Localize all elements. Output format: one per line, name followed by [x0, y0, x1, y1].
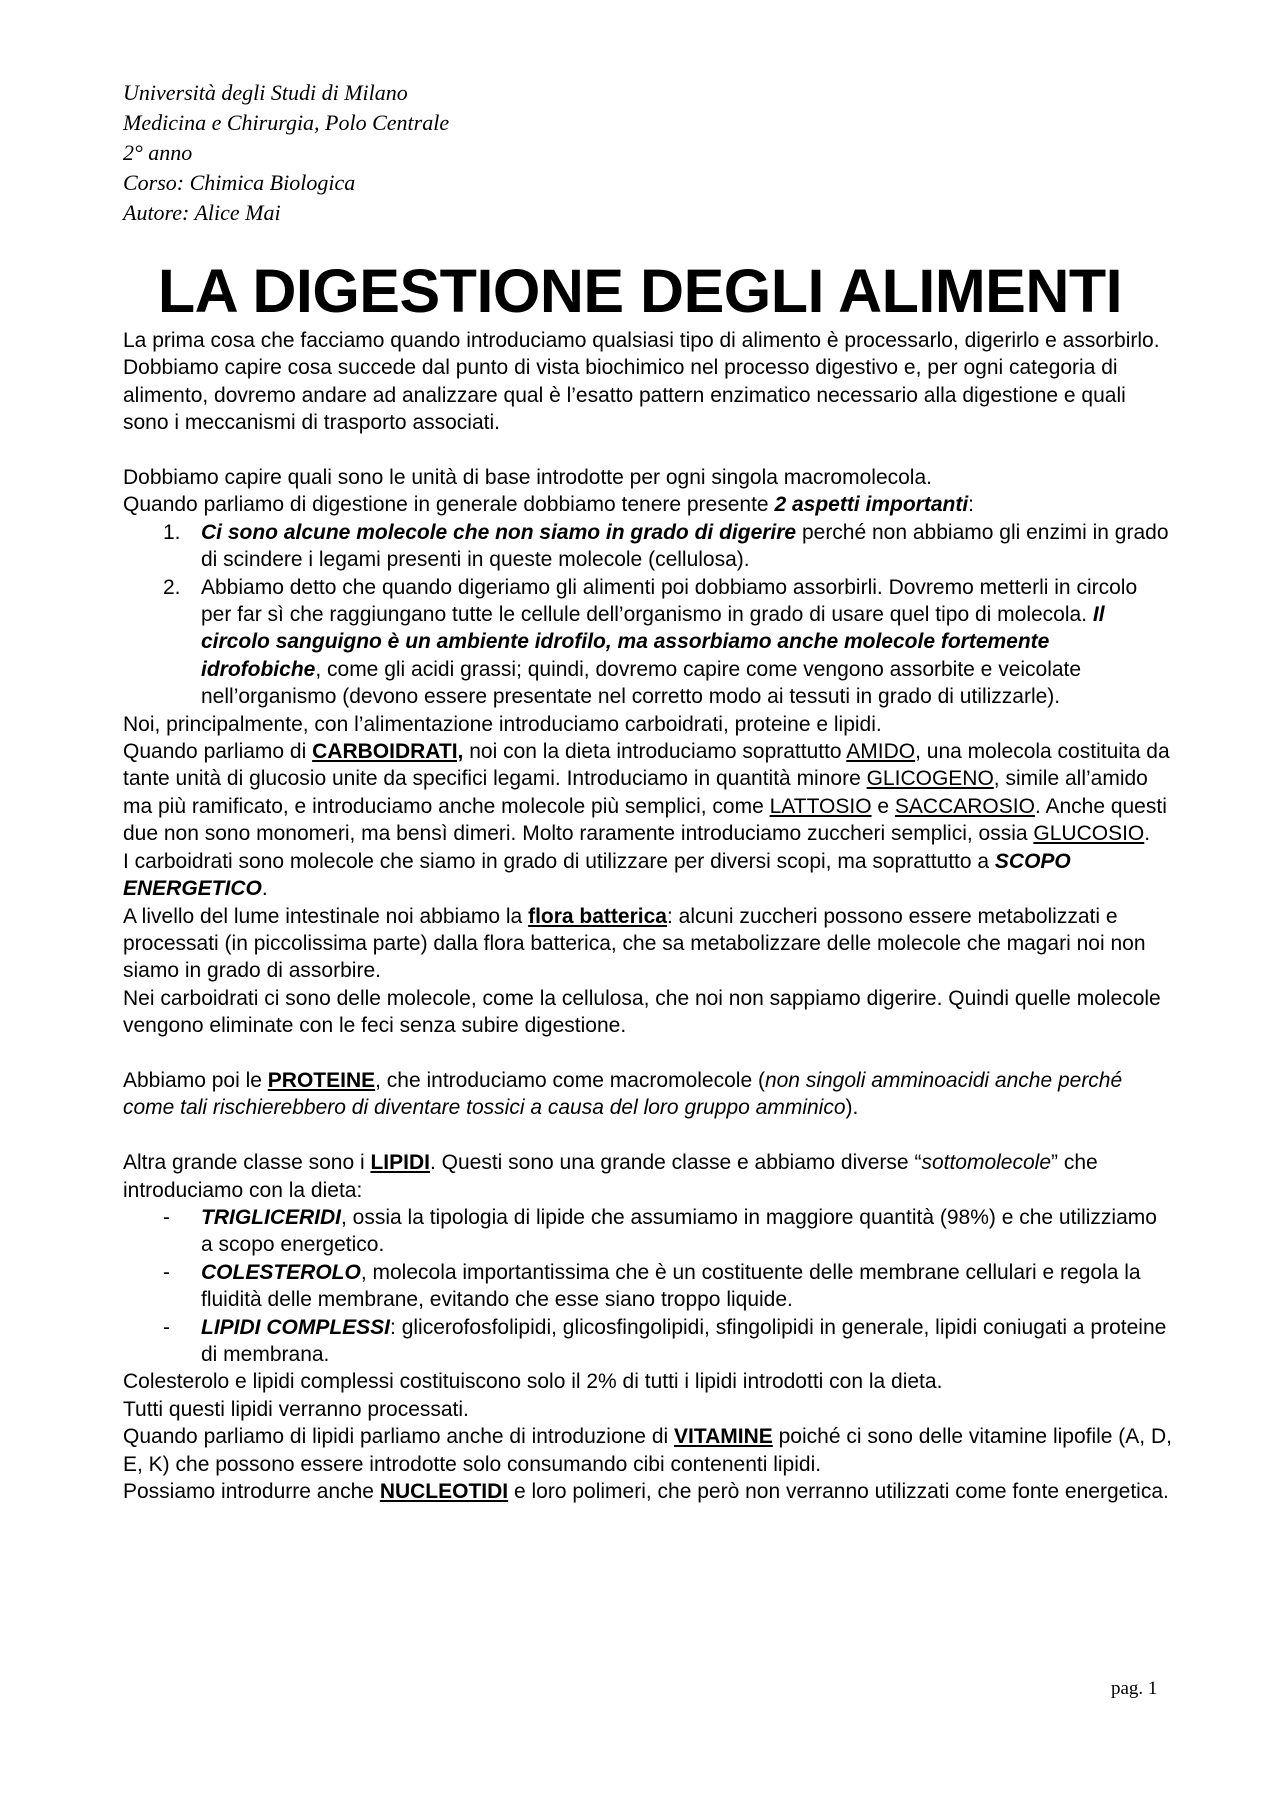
emphasis-text: Il circolo sanguigno è un ambiente idrofilo, ma assorbiamo anche molecole fortemente idrofobiche [201, 603, 1105, 681]
text-run: e [871, 794, 895, 818]
document-header [123, 78, 449, 228]
list-number: 1. [163, 520, 181, 544]
keyword-carboidrati: CARBOIDRATI, [312, 740, 464, 764]
text-run: , molecola importantissima che è un costituente delle membrane cellulari e regola la fluidità delle membrane, evitando che esse siano troppo liquide. [201, 1260, 1141, 1312]
header-year: 2° anno [123, 140, 193, 165]
paragraph-gap [123, 1122, 1173, 1149]
keyword-saccarosio: SACCAROSIO [894, 794, 1035, 818]
text-run: : glicerofosfolipidi, glicosfingolipidi, sfingolipidi in generale, lipidi coniugati a proteine di membrana. [201, 1315, 1167, 1366]
text-run: Abbiamo poi le [123, 1068, 268, 1092]
aspects-list [123, 519, 1173, 711]
emphasis-text: Ci sono alcune molecole che non siamo in grado di digerire [201, 520, 797, 544]
lipids-paragraph-2: Colesterolo e lipidi complessi costituiscono solo il 2% di tutti i lipidi introdotti con la dieta. [123, 1370, 943, 1394]
header-author: Autore: Alice Mai [123, 200, 281, 225]
paragraph-gap [123, 437, 1173, 464]
keyword-flora-batterica: flora batterica [528, 904, 667, 928]
carbs-paragraph-4 [123, 903, 1173, 985]
carbs-paragraph-3 [123, 848, 1173, 903]
keyword-glucosio: GLUCOSIO [1033, 822, 1145, 846]
header-university: Università degli Studi di Milano [123, 80, 408, 105]
keyword-lattosio: LATTOSIO [769, 794, 872, 818]
emphasis-text: 2 aspetti importanti [774, 493, 969, 517]
text-run: Altra grande classe sono i [123, 1151, 371, 1175]
carbs-paragraph-5: Nei carboidrati ci sono delle molecole, come la cellulosa, che noi non sappiamo digerire. Quindi quelle molecole vengono eliminate con le feci senza subire digestione. [123, 986, 1161, 1038]
emphasis-text: COLESTEROLO [201, 1260, 361, 1284]
text-run: ). [845, 1096, 859, 1120]
text-run: : alcuni zuccheri possono essere metabolizzati e processati (in piccolissima parte) dalla flora batterica, che sa metabolizzare delle molecole che magari noi non siamo in grado di assorbire. [123, 904, 1146, 983]
italic-text: sottomolecole [921, 1151, 1052, 1175]
lipids-paragraph-5 [123, 1478, 1173, 1505]
header-faculty: Medicina e Chirurgia, Polo Centrale [123, 110, 450, 135]
list-dash: - [163, 1205, 170, 1229]
header-course: Corso: Chimica Biologica [123, 170, 356, 195]
list-number: 2. [163, 575, 181, 599]
text-run: Quando parliamo di digestione in generale dobbiamo tenere presente [123, 493, 775, 517]
italic-text: non singoli amminoacidi anche perché come tali rischierebbero di diventare tossici a causa del loro gruppo amminico [123, 1068, 1123, 1120]
text-run: , una molecola costituita da tante unità di glucosio unite da specifici legami. Introduciamo in quantità minore [123, 740, 1170, 791]
list-item [123, 1314, 1173, 1369]
intro-paragraph-1: La prima cosa che facciamo quando introduciamo qualsiasi tipo di alimento è processarlo, digerirlo e assorbirlo. [123, 329, 1160, 352]
text-run: . [261, 877, 268, 901]
text-run: , come gli acidi grassi; quindi, dovremo capire come vengono assorbite e veicolate nell’organismo (devono essere presentate nel corretto modo ai tessuti in grado di utilizzarle). [201, 657, 1082, 709]
aspects-paragraph-2 [123, 491, 1173, 518]
keyword-lipidi: LIPIDI [370, 1151, 430, 1175]
list-item [123, 1204, 1173, 1259]
text-run: Quando parliamo di [123, 740, 313, 764]
page-title: LA DIGESTIONE DEGLI ALIMENTI [157, 257, 1123, 325]
lipids-paragraph-1 [123, 1149, 1173, 1204]
text-run: Quando parliamo di lipidi parliamo anche di introduzione di [123, 1425, 674, 1449]
list-item [123, 574, 1173, 711]
text-run: , che introduciamo come macromolecole ( [375, 1068, 765, 1092]
text-run: , simile all’amido ma più ramificato, e introduciamo anche molecole più semplici, come [123, 767, 1148, 818]
paragraph-gap [123, 1040, 1173, 1067]
emphasis-text: TRIGLICERIDI [201, 1205, 341, 1229]
aspects-paragraph-1: Dobbiamo capire quali sono le unità di base introdotte per ogni singola macromolecola. [123, 466, 932, 490]
keyword-nucleotidi: NUCLEOTIDI [379, 1480, 509, 1504]
lipids-list [123, 1204, 1173, 1368]
page-number: pag. 1 [1111, 1678, 1158, 1699]
text-run: . [1144, 822, 1151, 846]
text-run: noi con la dieta introduciamo soprattutto [463, 740, 847, 764]
list-dash: - [163, 1315, 170, 1339]
text-run: ” che introduciamo con la dieta: [123, 1151, 1098, 1202]
text-run: : [968, 493, 974, 517]
intro-paragraph-2: Dobbiamo capire cosa succede dal punto di vista biochimico nel processo digestivo e, per ogni categoria di alimento, dovremo andare ad analizzare qual è l’esatto pattern enzimatico necessario alla digestione e quali sono i meccanismi di trasporto associati. [123, 356, 1126, 435]
keyword-proteine: PROTEINE [267, 1068, 376, 1092]
text-run: e loro polimeri, che però non verranno utilizzati come fonte energetica. [508, 1480, 1169, 1504]
document-body [123, 327, 1173, 1505]
text-run: poiché ci sono delle vitamine lipofile (A, D, E, K) che possono essere introdotte solo consumando cibi contenenti lipidi. [123, 1425, 1172, 1476]
list-item [123, 519, 1173, 574]
text-run: . Questi sono una grande classe e abbiamo diverse “ [429, 1151, 922, 1175]
text-run: Abbiamo detto che quando digeriamo gli alimenti poi dobbiamo assorbirli. Dovremo metterli in circolo per far sì che raggiungano tutte le cellule dell’organismo in grado di usare quel tipo di molecola. [201, 575, 1138, 627]
text-run: . Anche questi due non sono monomeri, ma bensì dimeri. Molto raramente introduciamo zuccheri semplici, ossia [123, 794, 1167, 846]
list-dash: - [163, 1260, 170, 1284]
keyword-amido: AMIDO [846, 740, 916, 764]
lipids-paragraph-4 [123, 1423, 1173, 1478]
emphasis-text: LIPIDI COMPLESSI [201, 1315, 391, 1339]
keyword-vitamine: VITAMINE [674, 1425, 773, 1449]
text-run: perché non abbiamo gli enzimi in grado di scindere i legami presenti in queste molecole (cellulosa). [201, 520, 1169, 572]
lipids-paragraph-3: Tutti questi lipidi verranno processati. [123, 1397, 469, 1421]
carbs-paragraph-2 [123, 738, 1173, 848]
list-item [123, 1259, 1173, 1314]
carbs-paragraph-1: Noi, principalmente, con l’alimentazione introduciamo carboidrati, proteine e lipidi. [123, 712, 882, 736]
text-run: , ossia la tipologia di lipide che assumiamo in maggiore quantità (98%) e che utilizziamo a scopo energetico. [201, 1205, 1157, 1257]
text-run: I carboidrati sono molecole che siamo in grado di utilizzare per diversi scopi, ma soprattutto a [123, 849, 995, 873]
text-run: A livello del lume intestinale noi abbiamo la [123, 904, 529, 928]
text-run: Possiamo introdurre anche [123, 1480, 380, 1504]
proteins-paragraph [123, 1067, 1173, 1122]
keyword-glicogeno: GLICOGENO [866, 767, 994, 791]
emphasis-text: SCOPO ENERGETICO [123, 849, 1071, 901]
